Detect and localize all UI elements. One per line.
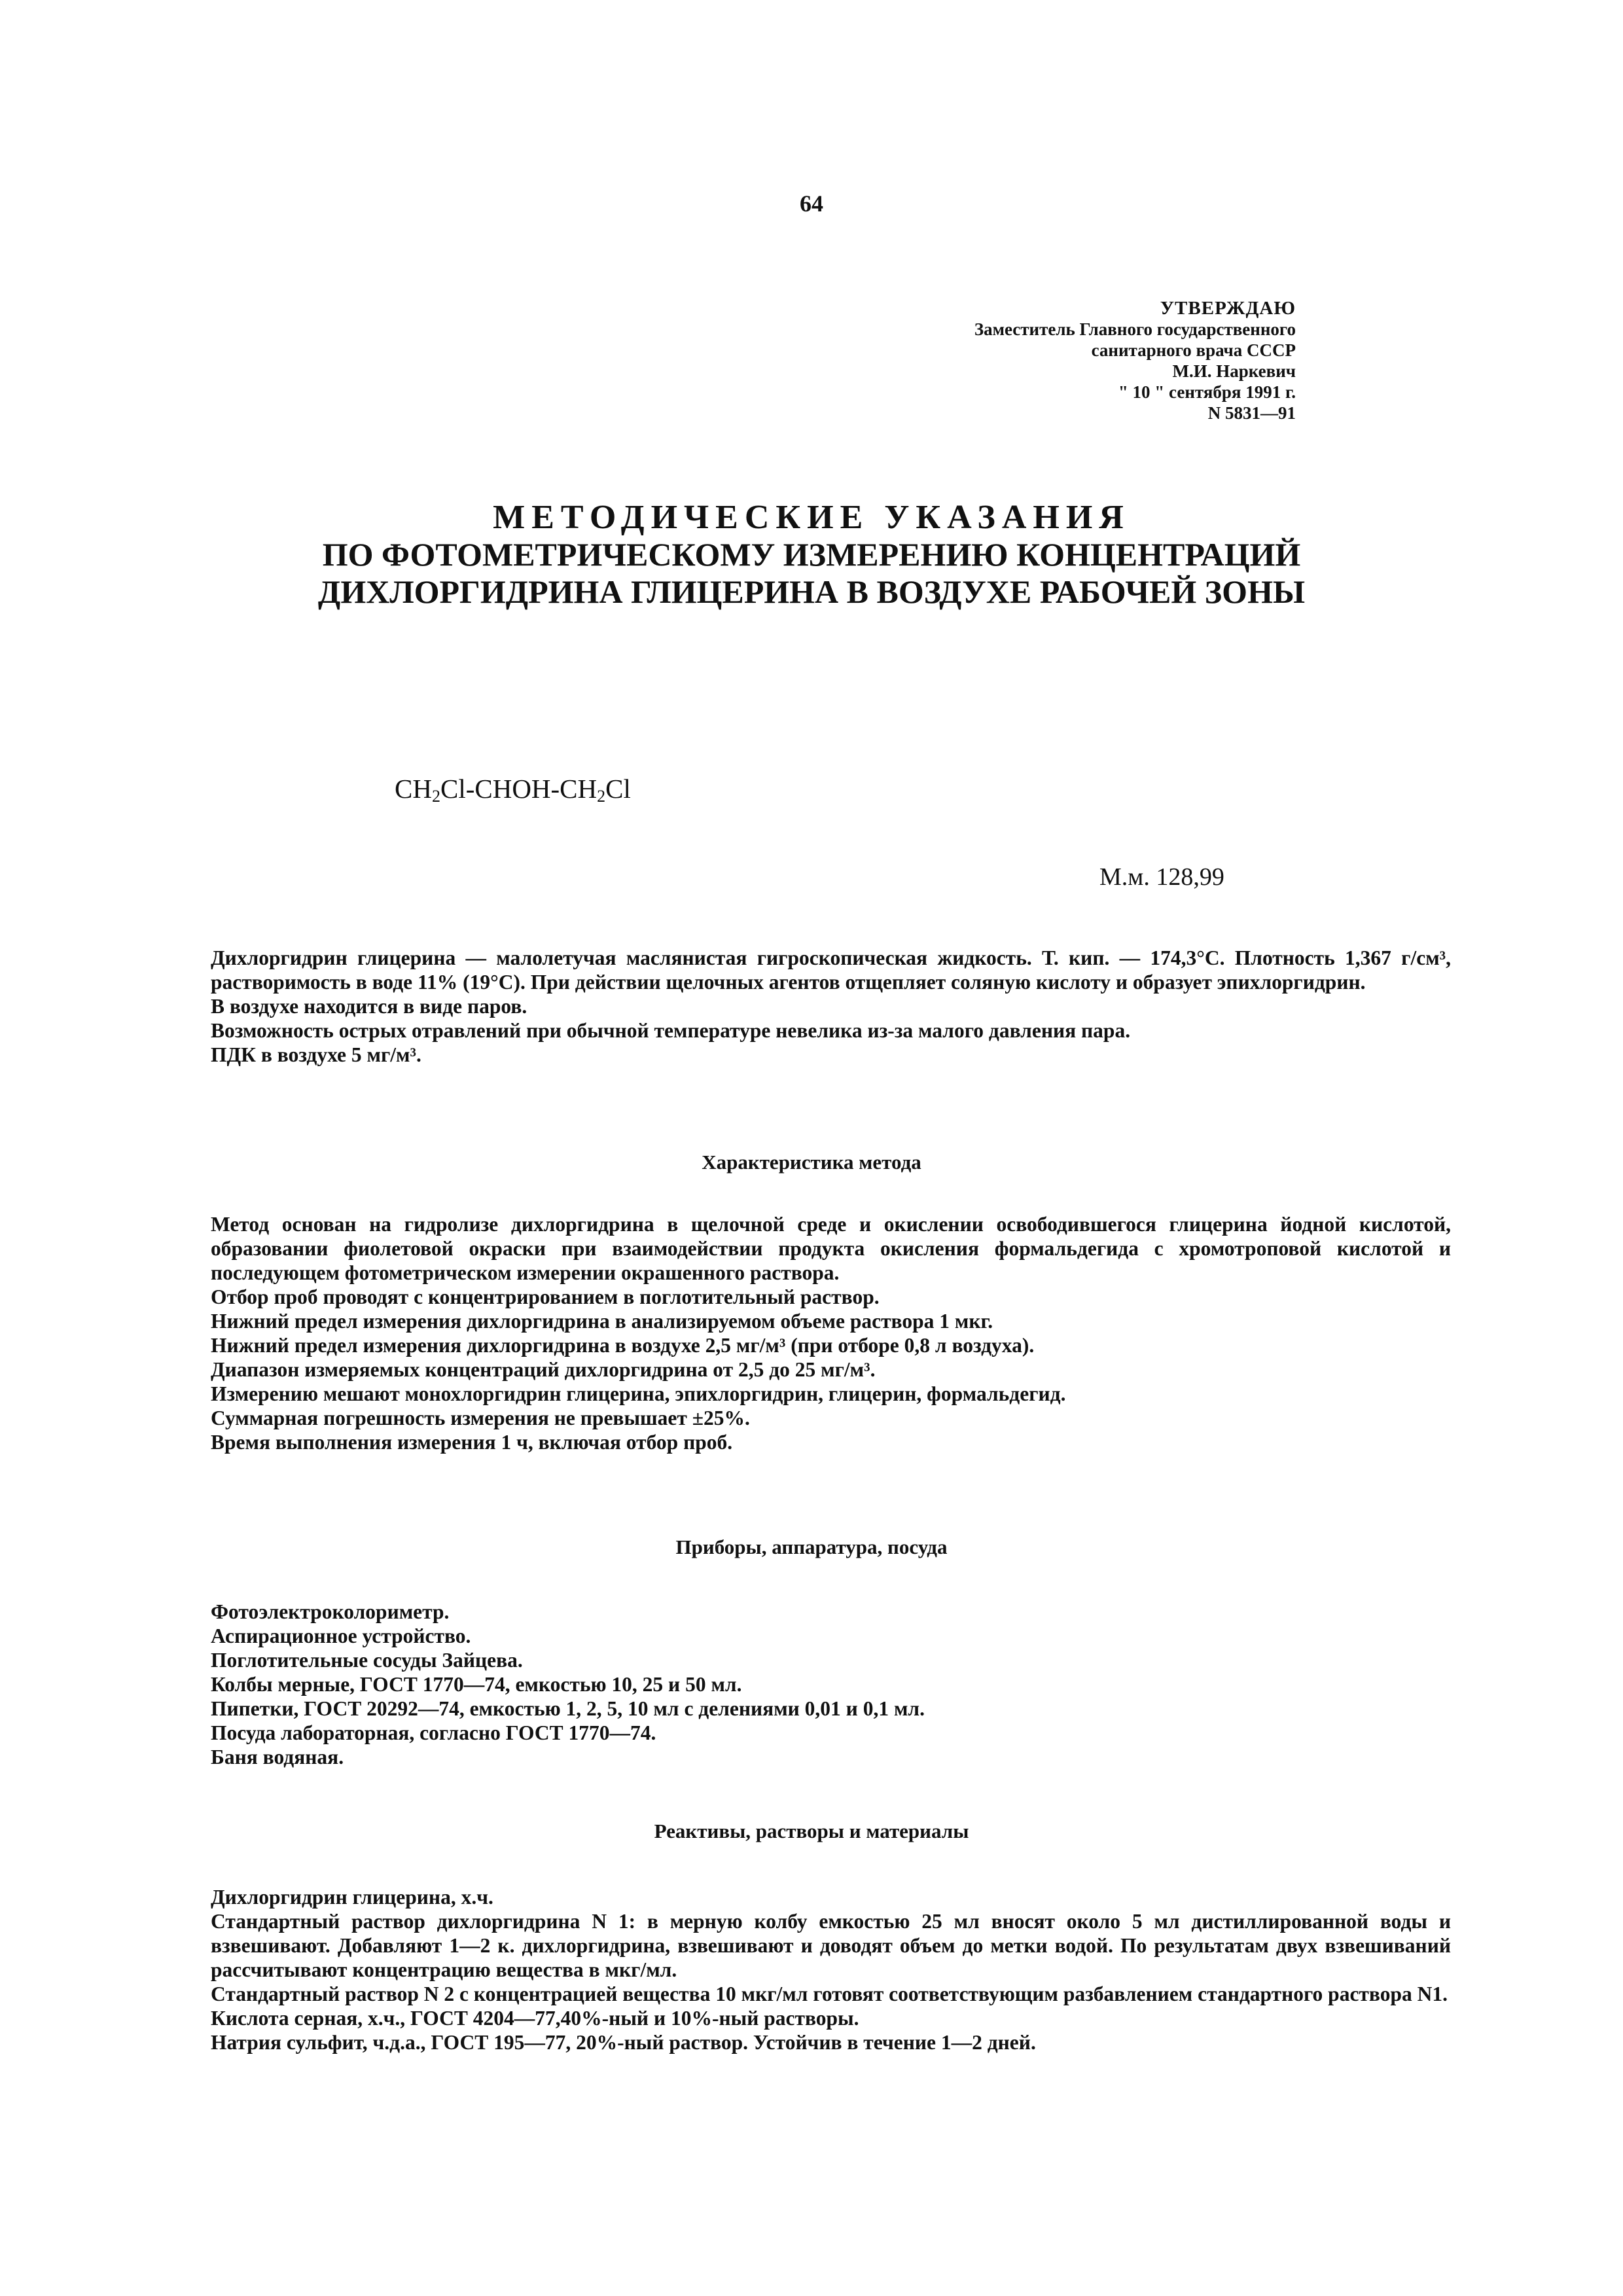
method-paragraph: Время выполнения измерения 1 ч, включая отбор проб.	[211, 1431, 733, 1454]
method-paragraph: Нижний предел измерения дихлоргидрина в воздухе 2,5 мг/м³ (при отборе 0,8 л воздуха).	[211, 1334, 1035, 1357]
reagent-item: Дихлоргидрин глицерина, х.ч.	[211, 1886, 493, 1909]
approval-stamp	[974, 298, 1296, 423]
method-section	[211, 1212, 1451, 1454]
molecular-mass: М.м. 128,99	[1099, 863, 1224, 891]
title-line-1: МЕТОДИЧЕСКИЕ УКАЗАНИЯ	[493, 499, 1130, 536]
equipment-item: Аспирационное устройство.	[211, 1624, 471, 1647]
reagents-section	[211, 1885, 1451, 2054]
intro-section	[211, 946, 1451, 1067]
method-paragraph: Измерению мешают монохлоргидрин глицерина, эпихлоргидрин, глицерин, формальдегид.	[211, 1382, 1066, 1405]
intro-paragraph: В воздухе находится в виде паров.	[211, 995, 527, 1018]
approval-position-line1: Заместитель Главного государственного	[974, 319, 1296, 339]
page-number: 64	[800, 190, 823, 217]
reagents-heading: Реактивы, растворы и материалы	[654, 1820, 969, 1842]
reagent-item: Стандартный раствор дихлоргидрина N 1: в мерную колбу емкостью 25 мл вносят около 5 мл дистиллированной воды и взвешивают. Добавляют 1—2 к. дихлоргидрина, взвешивают и доводят объем до метки водой. По результатам двух взвешиваний рассчитывают концентрацию вещества в мкг/мл.	[211, 1910, 1451, 1981]
title-line-3: ДИХЛОРГИДРИНА ГЛИЦЕРИНА В ВОЗДУХЕ РАБОЧЕЙ ЗОНЫ	[317, 573, 1306, 610]
method-paragraph: Суммарная погрешность измерения не превышает ±25%.	[211, 1407, 750, 1429]
reagent-item: Кислота серная, х.ч., ГОСТ 4204—77,40%-ный и 10%-ный растворы.	[211, 2007, 859, 2030]
title-line-2: ПО ФОТОМЕТРИЧЕСКОМУ ИЗМЕРЕНИЮ КОНЦЕНТРАЦИЙ	[322, 536, 1301, 573]
equipment-item: Баня водяная.	[211, 1746, 344, 1768]
intro-paragraph: Возможность острых отравлений при обычной температуре невелика из-за малого давления пара.	[211, 1019, 1131, 1042]
method-paragraph: Отбор проб проводят с концентрированием в поглотительный раствор.	[211, 1285, 880, 1308]
approval-date: " 10 " сентября 1991 г.	[1118, 382, 1296, 402]
equipment-item: Посуда лабораторная, согласно ГОСТ 1770—74.	[211, 1721, 656, 1744]
intro-paragraph: Дихлоргидрин глицерина — малолетучая маслянистая гигроскопическая жидкость. Т. кип. — 174,3°С. Плотность 1,367 г/см³, растворимость в воде 11% (19°С). При действии щелочных агентов отщепляет соляную кислоту и образует эпихлоргидрин.	[211, 946, 1451, 994]
intro-paragraph: ПДК в воздухе 5 мг/м³.	[211, 1043, 421, 1066]
approval-title: УТВЕРЖДАЮ	[1160, 298, 1296, 319]
equipment-heading: Приборы, аппаратура, посуда	[675, 1535, 948, 1558]
equipment-item: Поглотительные сосуды Зайцева.	[211, 1649, 523, 1672]
method-heading: Характеристика метода	[702, 1151, 921, 1174]
chemical-formula: $CH_2Cl-CHOH-CH_2Cl$	[395, 774, 631, 806]
equipment-section	[211, 1600, 1451, 1769]
document-title	[196, 499, 1427, 611]
method-paragraph: Диапазон измеряемых концентраций дихлоргидрина от 2,5 до 25 мг/м³.	[211, 1358, 876, 1381]
approval-number: N 5831—91	[1207, 403, 1296, 423]
equipment-item: Фотоэлектроколориметр.	[211, 1600, 450, 1623]
reagent-item: Стандартный раствор N 2 с концентрацией вещества 10 мкг/мл готовят соответствующим разбавлением стандартного раствора N1.	[211, 1982, 1448, 2005]
approval-position-line2: санитарного врача СССР	[1091, 340, 1296, 360]
equipment-item: Колбы мерные, ГОСТ 1770—74, емкостью 10, 25 и 50 мл.	[211, 1673, 742, 1696]
method-paragraph: Нижний предел измерения дихлоргидрина в анализируемом объеме раствора 1 мкг.	[211, 1310, 993, 1333]
approval-name: М.И. Наркевич	[1172, 361, 1296, 381]
equipment-item: Пипетки, ГОСТ 20292—74, емкостью 1, 2, 5, 10 мл с делениями 0,01 и 0,1 мл.	[211, 1697, 925, 1720]
method-paragraph: Метод основан на гидролизе дихлоргидрина в щелочной среде и окислении освободившегося глицерина йодной кислотой, образовании фиолетовой окраски при взаимодействии продукта окисления формальдегида с хромотроповой кислотой и последующем фотометрическом измерении окрашенного раствора.	[211, 1213, 1451, 1284]
reagent-item: Натрия сульфит, ч.д.а., ГОСТ 195—77, 20%-ный раствор. Устойчив в течение 1—2 дней.	[211, 2031, 1036, 2054]
